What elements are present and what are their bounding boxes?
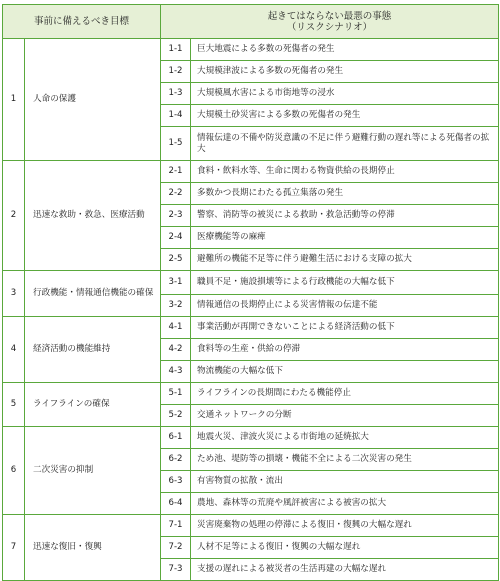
risk-id: 2-2 bbox=[161, 183, 191, 205]
risk-scenario-text: 食料・飲料水等、生命に関わる物資供給の長期停止 bbox=[191, 161, 499, 183]
table-row bbox=[3, 271, 499, 295]
risk-id: 3-1 bbox=[161, 271, 191, 295]
risk-scenario-text: 医療機能等の麻痺 bbox=[191, 227, 499, 249]
risk-scenario-text: 支援の遅れによる被災者の生活再建の大幅な遅れ bbox=[191, 559, 499, 581]
risk-scenario-text: 交通ネットワークの分断 bbox=[191, 405, 499, 427]
risk-id: 6-4 bbox=[161, 493, 191, 515]
objective-column-header: 事前に備えるべき目標 bbox=[3, 5, 161, 39]
risk-id: 2-3 bbox=[161, 205, 191, 227]
objective-label: 経済活動の機能維持 bbox=[25, 317, 161, 383]
risk-scenario-text: 人材不足等による復旧・復興の大幅な遅れ bbox=[191, 537, 499, 559]
risk-id: 6-3 bbox=[161, 471, 191, 493]
risk-id: 5-2 bbox=[161, 405, 191, 427]
risk-scenario-text: 事業活動が再開できないことによる経済活動の低下 bbox=[191, 317, 499, 339]
risk-id: 1-4 bbox=[161, 105, 191, 127]
objective-number: 4 bbox=[3, 317, 25, 383]
risk-id: 7-1 bbox=[161, 515, 191, 537]
risk-scenario-text: 大規模津波による多数の死傷者の発生 bbox=[191, 61, 499, 83]
risk-id: 4-2 bbox=[161, 339, 191, 361]
risk-id: 5-1 bbox=[161, 383, 191, 405]
objective-number: 1 bbox=[3, 39, 25, 161]
scenario-header-line2: （リスクシナリオ） bbox=[286, 21, 373, 33]
risk-id: 4-3 bbox=[161, 361, 191, 383]
scenario-column-header bbox=[161, 5, 499, 39]
risk-scenario-text: 職員不足・施設損壊等による行政機能の大幅な低下 bbox=[191, 271, 499, 295]
risk-scenario-text: 警察、消防等の被災による救助・救急活動等の停滞 bbox=[191, 205, 499, 227]
risk-id: 3-2 bbox=[161, 295, 191, 317]
table-header-row bbox=[3, 5, 499, 39]
risk-id: 1-1 bbox=[161, 39, 191, 61]
risk-id: 7-2 bbox=[161, 537, 191, 559]
risk-scenario-text: ライフラインの長期間にわたる機能停止 bbox=[191, 383, 499, 405]
risk-id: 2-4 bbox=[161, 227, 191, 249]
risk-id: 2-5 bbox=[161, 249, 191, 271]
risk-id: 6-1 bbox=[161, 427, 191, 449]
table-row bbox=[3, 515, 499, 537]
objective-number: 5 bbox=[3, 383, 25, 427]
risk-scenario-text: 避難所の機能不足等に伴う避難生活における支障の拡大 bbox=[191, 249, 499, 271]
risk-id: 1-5 bbox=[161, 127, 191, 161]
risk-scenario-table bbox=[2, 4, 499, 581]
risk-id: 4-1 bbox=[161, 317, 191, 339]
risk-id: 1-3 bbox=[161, 83, 191, 105]
objective-label: 行政機能・情報通信機能の確保 bbox=[25, 271, 161, 317]
risk-scenario-text: 災害廃棄物の処理の停滞による復旧・復興の大幅な遅れ bbox=[191, 515, 499, 537]
table-body bbox=[3, 39, 499, 581]
risk-scenario-text: 巨大地震による多数の死傷者の発生 bbox=[191, 39, 499, 61]
objective-label: 迅速な救助・救急、医療活動 bbox=[25, 161, 161, 271]
risk-scenario-text: 情報通信の長期停止による災害情報の伝達不能 bbox=[191, 295, 499, 317]
risk-scenario-text: 物流機能の大幅な低下 bbox=[191, 361, 499, 383]
objective-label: 迅速な復旧・復興 bbox=[25, 515, 161, 581]
table-row bbox=[3, 39, 499, 61]
objective-label: ライフラインの確保 bbox=[25, 383, 161, 427]
table-row bbox=[3, 427, 499, 449]
risk-scenario-text: 有害物質の拡散・流出 bbox=[191, 471, 499, 493]
risk-scenario-text: ため池、堤防等の損壊・機能不全による二次災害の発生 bbox=[191, 449, 499, 471]
risk-scenario-text: 地震火災、津波火災による市街地の延焼拡大 bbox=[191, 427, 499, 449]
table-row bbox=[3, 317, 499, 339]
objective-label: 人命の保護 bbox=[25, 39, 161, 161]
objective-number: 7 bbox=[3, 515, 25, 581]
risk-id: 2-1 bbox=[161, 161, 191, 183]
scenario-header-line1: 起きてはならない最悪の事態 bbox=[267, 10, 392, 22]
risk-id: 7-3 bbox=[161, 559, 191, 581]
objective-number: 3 bbox=[3, 271, 25, 317]
objective-label: 二次災害の抑制 bbox=[25, 427, 161, 515]
objective-number: 2 bbox=[3, 161, 25, 271]
risk-id: 6-2 bbox=[161, 449, 191, 471]
risk-scenario-text: 情報伝達の不備や防災意識の不足に伴う避難行動の遅れ等による死傷者の拡大 bbox=[191, 127, 499, 161]
table-row bbox=[3, 383, 499, 405]
risk-scenario-text: 大規模土砂災害による多数の死傷者の発生 bbox=[191, 105, 499, 127]
risk-scenario-text: 食料等の生産・供給の停滞 bbox=[191, 339, 499, 361]
risk-id: 1-2 bbox=[161, 61, 191, 83]
risk-scenario-text: 農地、森林等の荒廃や風評被害による被害の拡大 bbox=[191, 493, 499, 515]
risk-scenario-text: 大規模風水害による市街地等の浸水 bbox=[191, 83, 499, 105]
objective-number: 6 bbox=[3, 427, 25, 515]
table-row bbox=[3, 161, 499, 183]
risk-scenario-text: 多数かつ長期にわたる孤立集落の発生 bbox=[191, 183, 499, 205]
